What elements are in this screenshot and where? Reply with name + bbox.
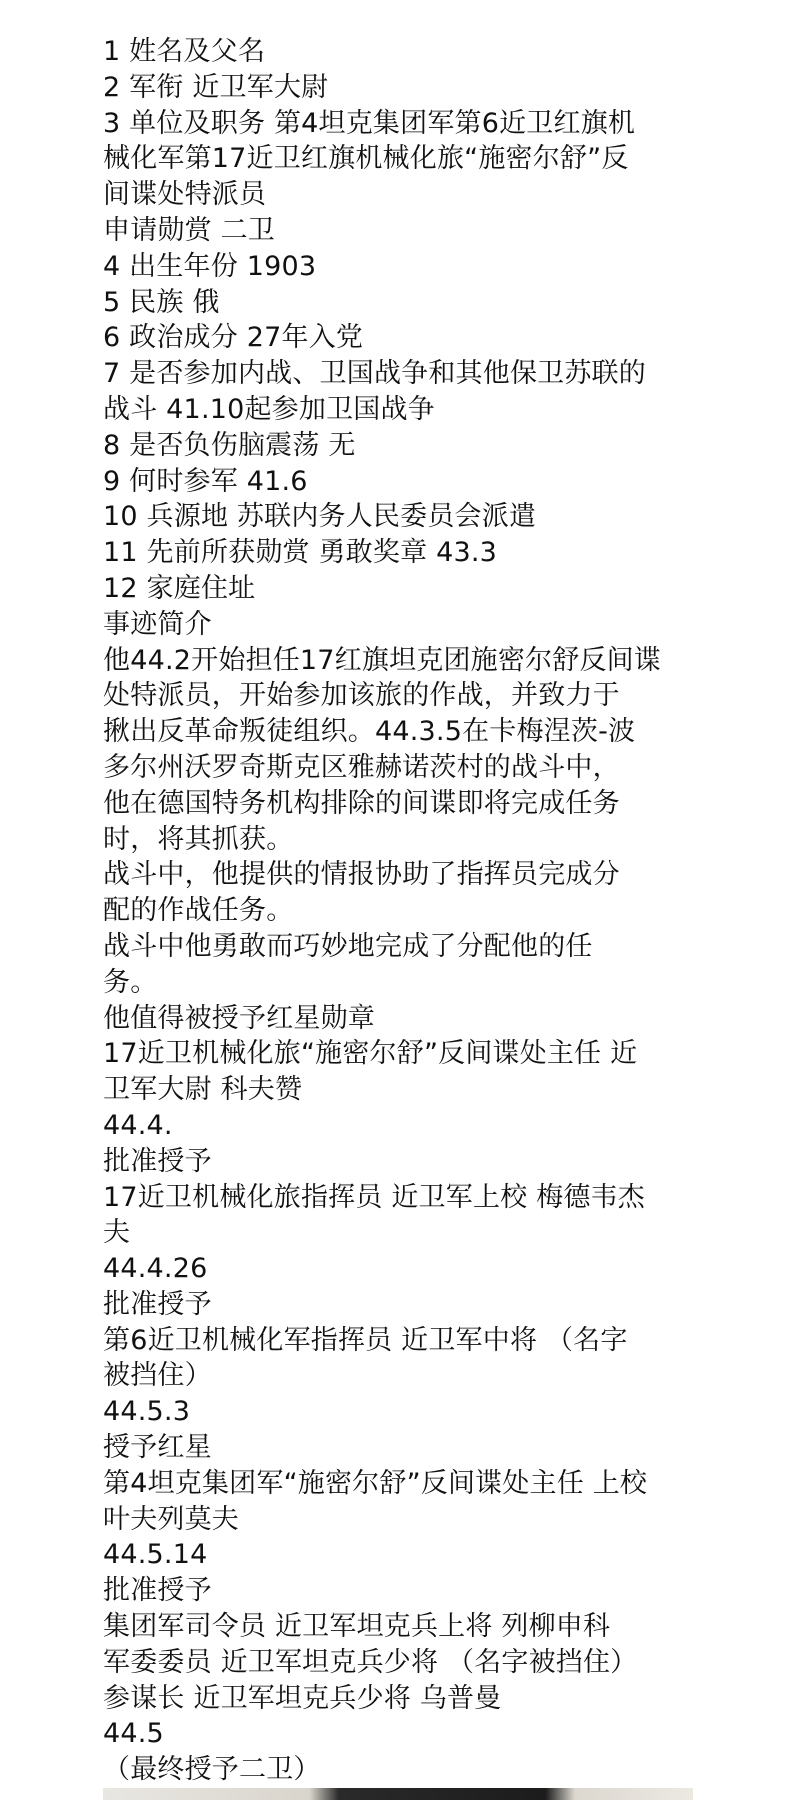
text-line: 夫: [103, 1217, 131, 1249]
text-line: 军委委员 近卫军坦克兵少将 （名字被挡住）: [103, 1646, 638, 1678]
text-line: 处特派员，开始参加该旅的作战，并致力于: [103, 680, 620, 712]
document-text: [103, 34, 703, 1788]
text-line: 他值得被授予红星勋章: [103, 1002, 375, 1034]
text-line: 2 军衔 近卫军大尉: [103, 71, 329, 103]
text-line: 战斗 41.10起参加卫国战争: [103, 393, 435, 425]
text-line: 配的作战任务。: [103, 895, 294, 927]
text-line: 第6近卫机械化军指挥员 近卫军中将 （名字: [103, 1324, 628, 1356]
text-line: 17近卫机械化旅指挥员 近卫军上校 梅德韦杰: [103, 1181, 645, 1213]
text-line: 44.4.: [103, 1109, 173, 1141]
text-line: 6 政治成分 27年入党: [103, 322, 364, 354]
text-line: 务。: [103, 966, 158, 998]
text-line: 批准授予: [103, 1145, 212, 1177]
text-line: 参谋长 近卫军坦克兵少将 乌普曼: [103, 1682, 502, 1714]
text-line: 他在德国特务机构排除的间谍即将完成任务: [103, 787, 620, 819]
text-line: 申请勋赏 二卫: [103, 214, 275, 246]
text-line: 事迹简介: [103, 608, 212, 640]
text-line: 揪出反革命叛徒组织。44.3.5在卡梅涅茨-波: [103, 716, 636, 748]
text-line: 12 家庭住址: [103, 572, 256, 604]
text-line: 多尔州沃罗奇斯克区雅赫诺茨村的战斗中，: [103, 751, 620, 783]
text-line: 9 何时参军 41.6: [103, 465, 308, 497]
text-line: 叶夫列莫夫: [103, 1503, 239, 1535]
text-line: 他44.2开始担任17红旗坦克团施密尔舒反间谍: [103, 644, 662, 676]
text-line: 44.5.14: [103, 1539, 208, 1571]
text-line: 44.5: [103, 1718, 164, 1750]
text-line: 批准授予: [103, 1575, 212, 1607]
text-line: 战斗中，他提供的情报协助了指挥员完成分: [103, 859, 620, 891]
text-line: 战斗中他勇敢而巧妙地完成了分配他的任: [103, 930, 593, 962]
text-line: 5 民族 俄: [103, 286, 220, 318]
text-line: 集团军司令员 近卫军坦克兵上将 列柳申科: [103, 1611, 611, 1643]
text-line: 械化军第17近卫红旗机械化旅“施密尔舒”反: [103, 143, 629, 175]
text-line: （最终授予二卫）: [103, 1754, 321, 1786]
cropped-photo-edge: [103, 1788, 693, 1800]
text-line: 被挡住）: [103, 1360, 212, 1392]
text-line: 7 是否参加内战、卫国战争和其他保卫苏联的: [103, 358, 646, 390]
text-line: 11 先前所获勋赏 勇敢奖章 43.3: [103, 537, 498, 569]
text-line: 1 姓名及父名: [103, 36, 266, 67]
text-line: 44.5.3: [103, 1396, 191, 1428]
text-line: 3 单位及职务 第4坦克集团军第6近卫红旗机: [103, 107, 636, 139]
text-line: 授予红星: [103, 1432, 212, 1464]
text-line: 8 是否负伤脑震荡 无: [103, 429, 356, 461]
text-line: 10 兵源地 苏联内务人民委员会派遣: [103, 501, 537, 533]
text-line: 卫军大尉 科夫赞: [103, 1074, 303, 1106]
text-line: 44.4.26: [103, 1253, 208, 1285]
text-line: 时，将其抓获。: [103, 823, 294, 855]
text-line: 批准授予: [103, 1288, 212, 1320]
text-line: 第4坦克集团军“施密尔舒”反间谍处主任 上校: [103, 1467, 648, 1499]
text-line: 4 出生年份 1903: [103, 250, 317, 282]
text-line: 间谍处特派员: [103, 179, 267, 211]
text-line: 17近卫机械化旅“施密尔舒”反间谍处主任 近: [103, 1038, 638, 1070]
